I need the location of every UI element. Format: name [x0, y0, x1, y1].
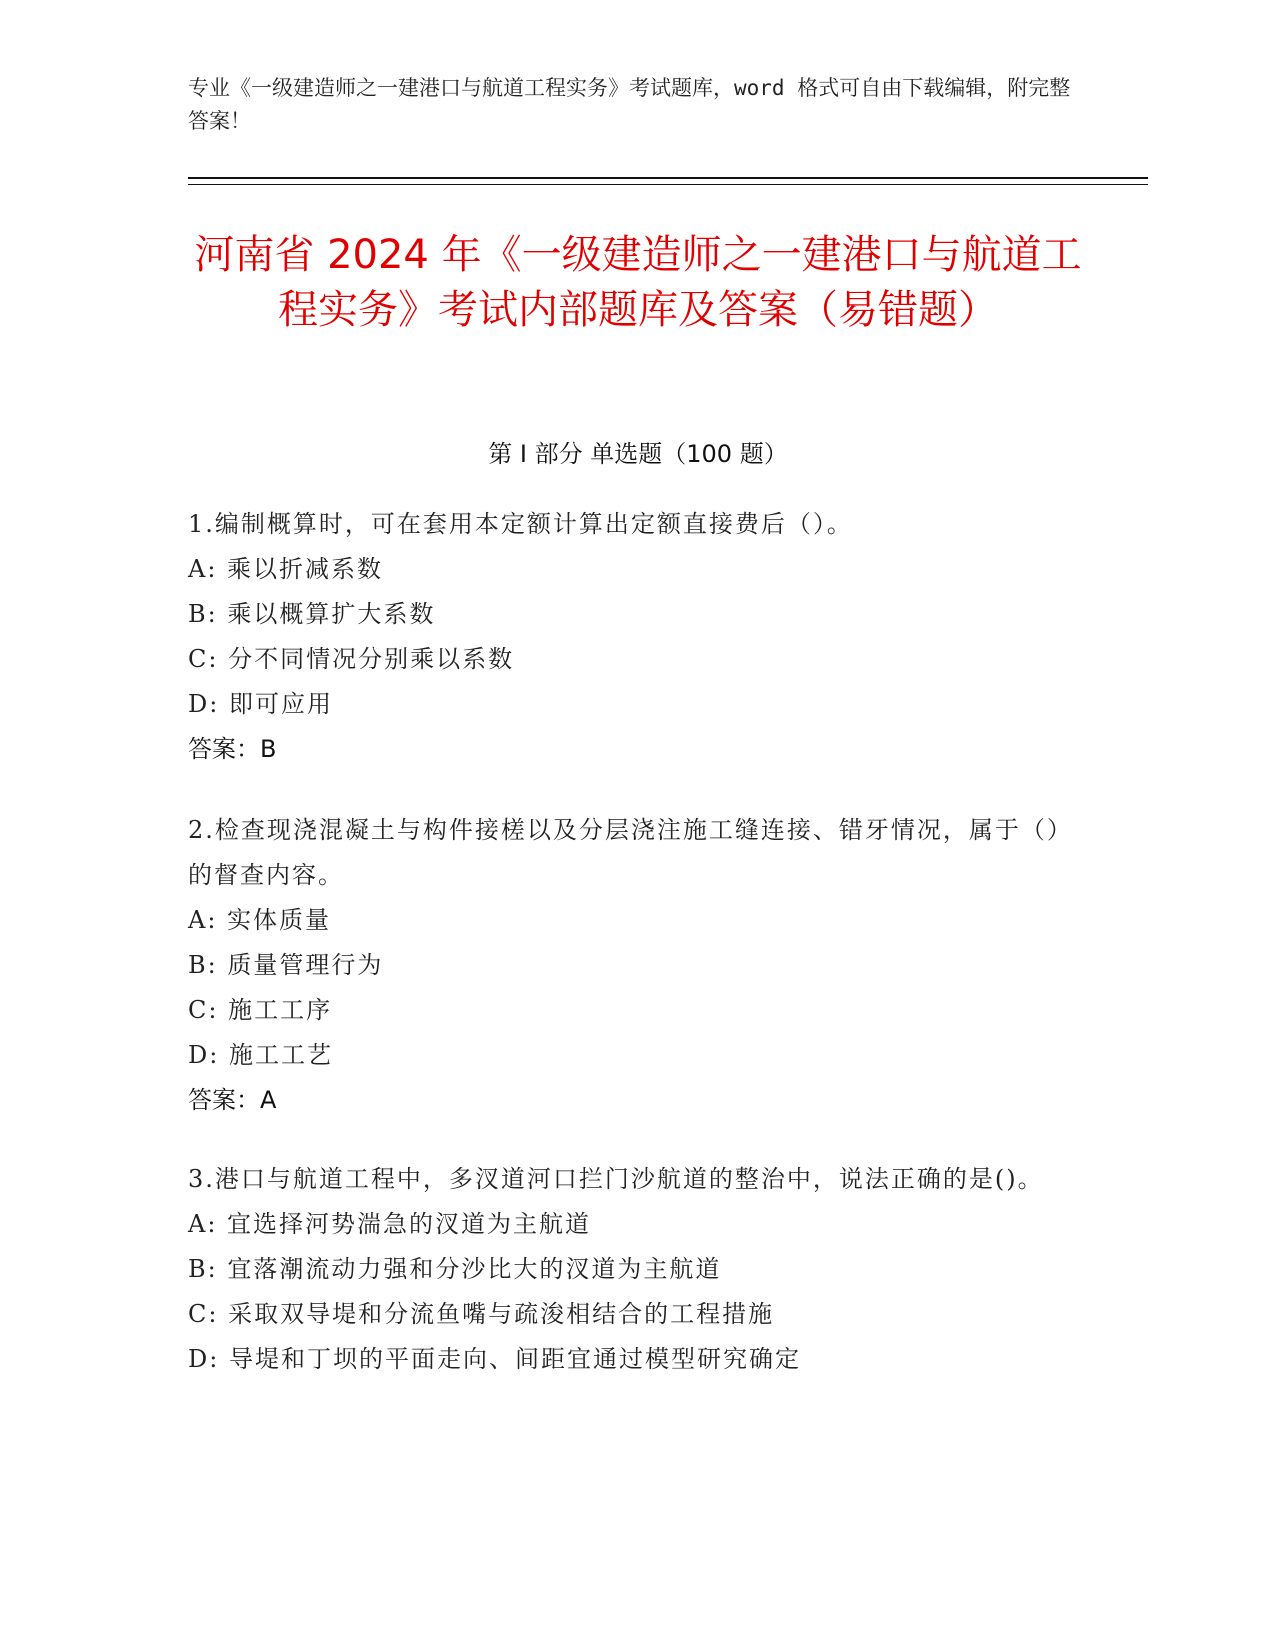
answer: 答案：B — [188, 735, 277, 763]
option-b: B: 质量管理行为 — [188, 951, 384, 979]
answer: 答案：A — [188, 1086, 277, 1114]
option-b: B: 乘以概算扩大系数 — [188, 600, 436, 628]
option-c: C: 分不同情况分别乘以系数 — [188, 645, 515, 673]
question-text: 1.编制概算时，可在套用本定额计算出定额直接费后（）。 — [188, 510, 853, 538]
option-a: A: 宜选择河势湍急的汊道为主航道 — [188, 1210, 592, 1238]
header-rule-thick — [188, 177, 1148, 179]
question-3 — [188, 1157, 1068, 1382]
option-c: C: 采取双导堤和分流鱼嘴与疏浚相结合的工程措施 — [188, 1300, 775, 1328]
section-title: 第 I 部分 单选题（100 题） — [488, 440, 788, 468]
option-d: D: 即可应用 — [188, 690, 333, 718]
header-rule-thin — [188, 184, 1148, 185]
option-d: D: 施工工艺 — [188, 1041, 333, 1069]
option-d: D: 导堤和丁坝的平面走向、间距宜通过模型研究确定 — [188, 1345, 801, 1373]
option-c: C: 施工工序 — [188, 996, 333, 1024]
header-note: 专业《一级建造师之一建港口与航道工程实务》考试题库，word 格式可自由下载编辑，附完整答案！ — [188, 76, 1071, 133]
option-b: B: 宜落潮流动力强和分沙比大的汊道为主航道 — [188, 1255, 722, 1283]
option-a: A: 实体质量 — [188, 906, 332, 934]
question-text: 3.港口与航道工程中，多汊道河口拦门沙航道的整治中，说法正确的是()。 — [188, 1165, 1044, 1193]
option-a: A: 乘以折减系数 — [188, 555, 384, 583]
document-title: 河南省 2024 年《一级建造师之一建港口与航道工程实务》考试内部题库及答案（易错题） — [194, 232, 1082, 333]
question-text: 2.检查现浇混凝土与构件接槎以及分层浇注施工缝连接、错牙情况，属于（）的督查内容。 — [188, 816, 1061, 889]
question-1 — [188, 502, 1068, 772]
question-2 — [188, 808, 1068, 1123]
